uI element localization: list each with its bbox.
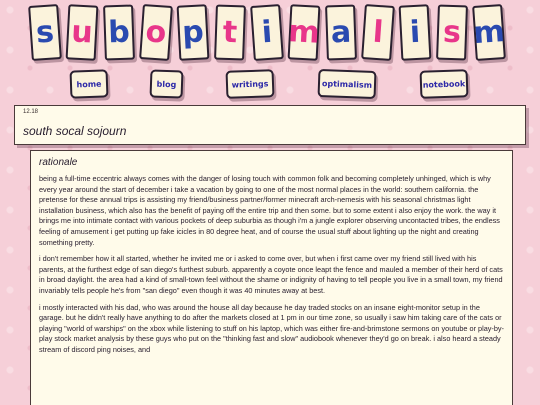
- title-letter-tile: m: [288, 4, 321, 60]
- main-nav: [0, 70, 540, 102]
- title-letter-tile: m: [472, 4, 506, 61]
- post-paragraph: i don't remember how it all started, whether he invited me or i asked to come over, but when i first came over my friend still lived with his parents, at the furthest edge of san diego's furthest suburb. apparently a coyote once leapt the fence and mauled a member of their herd of cats in broad daylight. the area had a kind of small-town feel without the shame or indignity of having to tell people you live in a small town, my friend invariably tells people he's from "san diego" even though it was 40 minutes away at best.: [39, 254, 503, 295]
- site-title[interactable]: [30, 5, 510, 65]
- title-letter-tile: s: [436, 4, 468, 60]
- nav-home-button[interactable]: home: [70, 69, 109, 98]
- title-letter-tile: s: [28, 4, 62, 61]
- post-content: [30, 150, 513, 405]
- nav-notebook-button[interactable]: notebook: [420, 69, 469, 99]
- title-letter-tile: i: [399, 4, 432, 60]
- title-letter-tile: i: [250, 4, 284, 61]
- title-letter-tile: o: [139, 4, 173, 61]
- title-letter-tile: b: [103, 4, 135, 60]
- title-letter-tile: l: [361, 4, 395, 61]
- title-letter-tile: u: [66, 4, 99, 60]
- nav-blog-button[interactable]: blog: [150, 69, 184, 98]
- post-paragraph: being a full-time eccentric always comes with the danger of losing touch with common folk and becoming completely unhinged, which is why every year around the start of december i take a vacation by going to one of the most normal places in the world: southern california. the pretense for these annual trips is assisting my friend/business partner/former minecraft arch-nemesis with his seasonal christmas light installation business, which also has the benefit of paying off the entire trip and then some. but to some extent i also enjoy the work. the way it brings me into intimate contact with various pockets of deep suburbia as though i'm a jungle explorer observing uncontacted tribes, the endless feeling of amusement i get putting up fake icicles in 80 degree heat, and of course the usual stuff about lighting up the night and creating something pretty.: [39, 174, 500, 247]
- post-paragraph: i mostly interacted with his dad, who was around the house all day because he day traded stocks on an insane eight-monitor setup in the garage. but he didn't really have anything to do after the markets closed at 1 pm in our time zone, so usually i saw him taking care of the cats or playing "world of warships" on the xbox while listening to stuff on his laptop, which was either fire-and-brimstone sermons on youtube or play-by-play stock market analysis by these guys who put on the "thinking fast and slow" audiobook whenever they'd go on break. i also heard a steady stream of discord ping noises, and: [39, 302, 504, 354]
- nav-optimalism-button[interactable]: optimalism: [318, 69, 377, 99]
- title-letter-tile: p: [177, 4, 210, 60]
- post-title: south socal sojourn: [23, 124, 127, 138]
- title-letter-tile: a: [325, 4, 357, 60]
- post-date: 12.18: [23, 109, 39, 115]
- post-header: [14, 105, 526, 145]
- nav-writings-button[interactable]: writings: [226, 69, 275, 99]
- title-letter-tile: t: [214, 4, 246, 60]
- section-title: rationale: [39, 157, 78, 168]
